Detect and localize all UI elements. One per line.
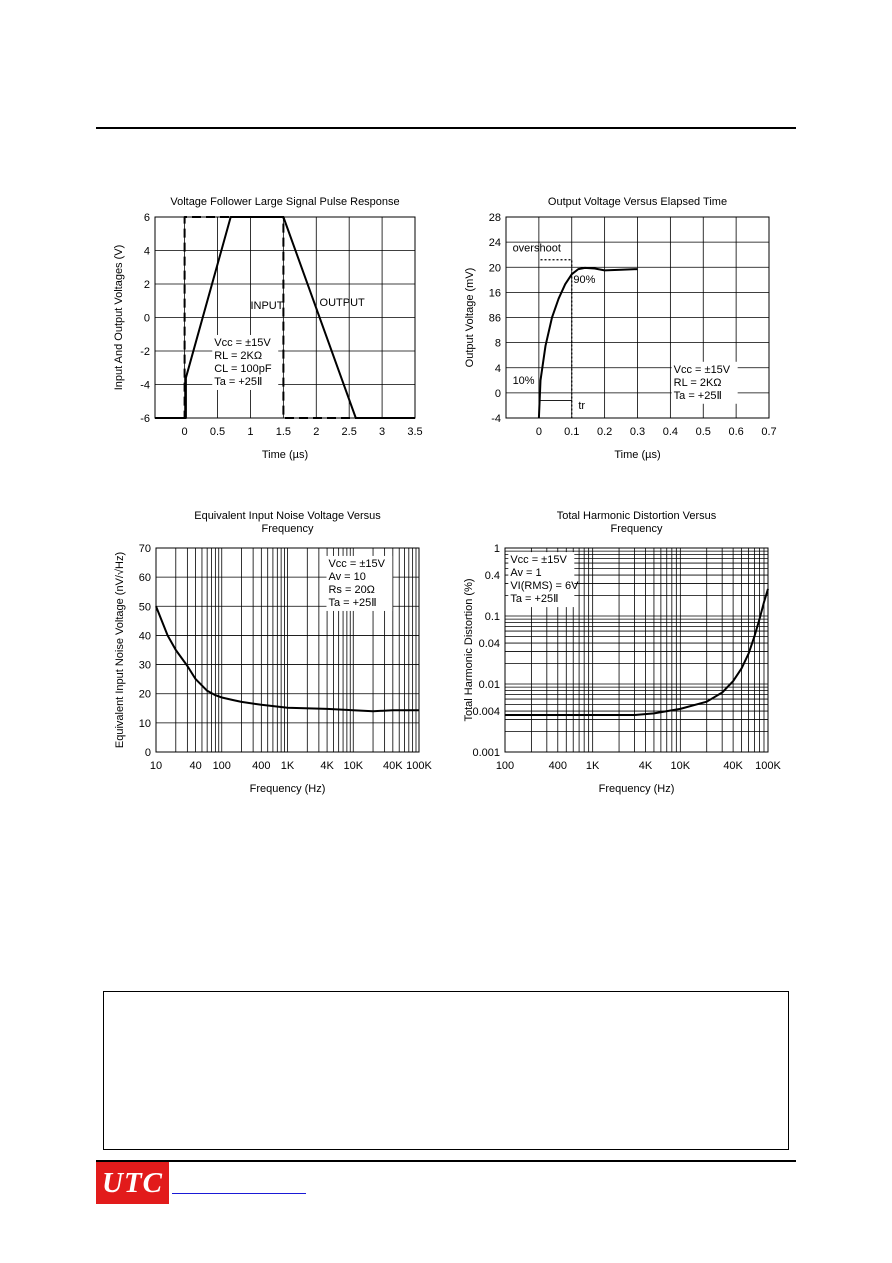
- x-axis-label: Time (µs): [261, 449, 309, 461]
- chart-svg: [455, 505, 795, 805]
- x-axis-label: Time (µs): [614, 449, 661, 461]
- x-tick-label: 1: [247, 426, 254, 438]
- x-axis-label: Frequency (Hz): [598, 783, 675, 795]
- x-tick-label: 0.1: [564, 426, 580, 438]
- y-tick-label: -2: [140, 346, 150, 358]
- note-box: [103, 991, 789, 1150]
- chart-svg: [100, 505, 440, 805]
- y-tick-label: 4: [494, 362, 501, 375]
- conditions-line: Vcc = ±15V: [673, 363, 731, 376]
- utc-logo: [96, 1162, 169, 1204]
- x-tick-label: 400: [548, 760, 567, 772]
- x-tick-label: 4K: [638, 760, 653, 772]
- x-tick-label: 1.5: [275, 426, 292, 438]
- x-tick-label: 10K: [670, 760, 691, 772]
- conditions-line: Ta = +25Ⅱ: [673, 389, 722, 402]
- y-tick-label: 20: [488, 262, 501, 275]
- chart-title: Voltage Follower Large Signal Pulse Response: [170, 196, 400, 208]
- x-tick-label: 4K: [320, 760, 334, 772]
- y-tick-label: 60: [138, 572, 151, 585]
- y-tick-label: 0.004: [472, 706, 500, 719]
- y-tick-label: 86: [488, 312, 501, 325]
- grid: [155, 217, 415, 418]
- x-tick-label: 3.5: [407, 426, 423, 438]
- x-tick-label: 40: [189, 760, 202, 772]
- y-tick-label: 28: [488, 212, 501, 224]
- y-tick-label: 0.04: [478, 638, 500, 651]
- x-tick-label: 0.2: [596, 426, 613, 438]
- x-tick-label: 3: [379, 426, 386, 438]
- overshoot-marker: [541, 260, 572, 418]
- y-axis-label: Output Voltage (mV): [464, 267, 476, 368]
- conditions-line: Ta = +25Ⅱ: [214, 375, 263, 388]
- x-tick-label: 1K: [280, 760, 295, 772]
- y-tick-label: 0: [494, 387, 501, 400]
- y-tick-label: 0: [143, 312, 150, 325]
- y-tick-label: 40: [138, 630, 151, 643]
- chart-svg: [455, 190, 795, 470]
- conditions-line: Ta = +25Ⅱ: [510, 593, 559, 606]
- chart-title: Equivalent Input Noise Voltage Versus: [194, 510, 381, 522]
- annotation-label: tr: [578, 400, 586, 413]
- y-tick-label: 0.1: [484, 611, 500, 623]
- conditions-line: VI(RMS) = 6V: [510, 580, 579, 593]
- y-tick-label: 50: [138, 601, 151, 614]
- thd-chart: [455, 505, 795, 805]
- x-axis-label: Frequency (Hz): [249, 783, 326, 795]
- y-tick-label: 24: [488, 237, 501, 250]
- top-rule: [96, 127, 796, 129]
- utc-logo-text: UTC: [102, 1166, 163, 1199]
- chart-svg: [100, 190, 440, 470]
- y-tick-label: 10: [138, 717, 151, 730]
- y-tick-label: 6: [143, 212, 150, 224]
- y-tick-label: 4: [143, 245, 150, 258]
- y-tick-label: -6: [140, 413, 150, 425]
- bottom-rule: [96, 1160, 796, 1162]
- input-noise-chart: [100, 505, 440, 805]
- y-tick-label: 8: [494, 337, 501, 350]
- x-tick-label: 0.6: [728, 426, 744, 438]
- y-axis-label: Total Harmonic Distortion (%): [463, 578, 475, 722]
- y-tick-label: -4: [140, 379, 150, 392]
- x-tick-label: 0.4: [662, 426, 679, 438]
- conditions-line: RL = 2KΩ: [214, 349, 263, 362]
- pulse-response-chart: [100, 190, 440, 470]
- x-tick-label: 10: [149, 760, 163, 772]
- annotation-label: overshoot: [512, 242, 561, 255]
- y-tick-label: 20: [138, 688, 151, 701]
- x-tick-label: 2: [313, 426, 320, 438]
- x-tick-label: 1K: [585, 760, 600, 772]
- y-tick-label: 70: [138, 543, 151, 555]
- chart-title: Frequency: [261, 523, 314, 535]
- chart-title: Total Harmonic Distortion Versus: [556, 510, 717, 522]
- conditions-line: Rs = 20Ω: [328, 583, 375, 596]
- y-axis-label: Input And Output Voltages (V): [113, 244, 125, 391]
- conditions-line: Vcc = ±15V: [510, 554, 567, 567]
- website-link[interactable]: [172, 1193, 306, 1194]
- conditions-line: Av = 1: [510, 567, 542, 580]
- x-tick-label: 100: [495, 760, 515, 772]
- x-tick-label: 0: [181, 426, 188, 438]
- y-tick-label: 1: [493, 543, 500, 555]
- conditions-line: Vcc = ±15V: [214, 336, 271, 349]
- y-tick-label: 16: [488, 287, 501, 300]
- x-tick-label: 400: [252, 760, 271, 772]
- conditions-line: Av = 10: [328, 570, 366, 583]
- x-tick-label: 100K: [755, 760, 781, 772]
- x-tick-label: 10K: [343, 760, 364, 772]
- x-tick-label: 0: [535, 426, 542, 438]
- y-tick-label: 0: [144, 747, 151, 759]
- conditions-line: Ta = +25Ⅱ: [328, 596, 377, 609]
- annotation-label: OUTPUT: [319, 296, 365, 309]
- y-tick-label: 0.4: [484, 570, 500, 583]
- conditions-line: RL = 2KΩ: [673, 376, 722, 389]
- annotation-label: 10%: [512, 375, 535, 388]
- x-tick-label: 100K: [406, 760, 432, 772]
- annotation-label: 90%: [573, 273, 596, 286]
- x-tick-label: 40K: [383, 760, 403, 772]
- y-tick-label: -4: [491, 413, 501, 425]
- chart-title: Frequency: [610, 523, 663, 535]
- x-tick-label: 0.5: [209, 426, 226, 438]
- annotation-label: INPUT: [250, 300, 284, 313]
- y-axis-label: Equivalent Input Noise Voltage (nV/√Hz): [114, 551, 126, 749]
- x-tick-label: 2.5: [341, 426, 357, 438]
- y-tick-label: 2: [143, 279, 150, 291]
- x-tick-label: 100: [212, 760, 231, 772]
- y-tick-label: 0.01: [478, 679, 500, 691]
- y-tick-label: 0.001: [472, 747, 500, 759]
- x-tick-label: 40K: [723, 760, 743, 772]
- x-tick-label: 0.3: [629, 426, 646, 438]
- conditions-line: CL = 100pF: [214, 362, 272, 375]
- x-tick-label: 0.7: [761, 426, 777, 438]
- x-tick-label: 0.5: [695, 426, 711, 438]
- elapsed-time-chart: [455, 190, 795, 470]
- y-tick-label: 30: [138, 659, 151, 672]
- conditions-line: Vcc = ±15V: [328, 557, 385, 570]
- chart-title: Output Voltage Versus Elapsed Time: [547, 196, 728, 208]
